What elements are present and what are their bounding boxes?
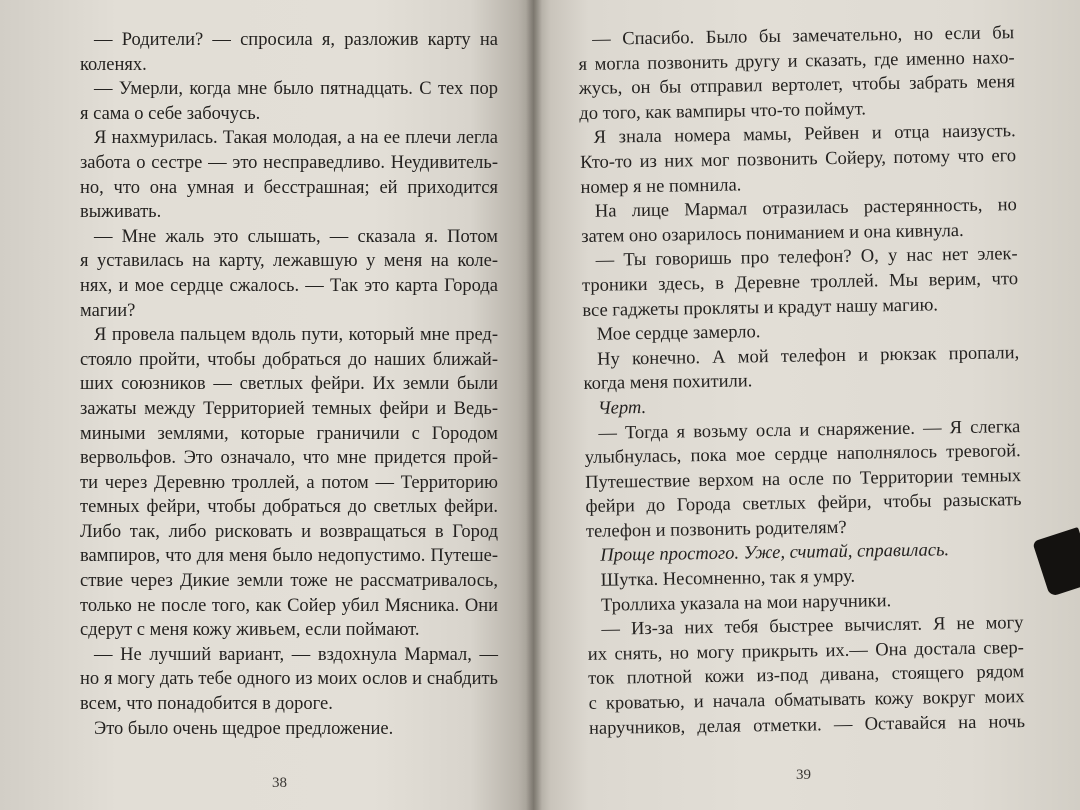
text-line: выживать.	[80, 202, 162, 223]
text-line: — Из-за них тебя быстрее вычислят. Я не могу	[601, 613, 1024, 640]
text-line: вервольфов. Это означало, что мне придется прой-	[80, 448, 498, 469]
text-line: ствие через Дикие земли тоже не рассматривалось,	[80, 571, 498, 592]
bookmark-object	[1032, 527, 1080, 597]
text-line: я могла позвонить другу и сказать, где именно нахо-	[578, 47, 1015, 75]
right-page	[534, 0, 1080, 810]
text-line: забота о сестре — это несправедливо. Неудивитель-	[80, 152, 498, 173]
text-line: до того, как вампиры что-то поймут.	[579, 99, 867, 124]
text-line: но я могу дать тебе одного из моих ослов и снабдить	[80, 669, 498, 690]
text-line: нях, и мое сердце сжалось. — Так это карта Города	[80, 275, 498, 296]
text-line: троники здесь, в Деревне троллей. Мы верим, что	[581, 269, 1019, 296]
text-line: — Ты говоришь про телефон? О, у нас нет элек-	[595, 244, 1018, 272]
text-line: затем оно озарилось пониманием и она кивнула.	[581, 220, 964, 247]
right-page-number: 39	[796, 767, 811, 783]
text-line: но, что она умная и бесстрашная; ей приходится	[80, 177, 498, 198]
text-line: Путешествие верхом на осле по Территории темных	[584, 465, 1022, 493]
text-line: Проще простого. Уже, считай, справилась.	[600, 540, 950, 567]
text-line: номер я не помнила.	[580, 175, 742, 198]
text-line: Троллиха указала на мои наручники.	[600, 590, 892, 616]
text-line: Кто-то из них мог позвонить Сойеру, потому что его	[579, 146, 1017, 173]
text-line: когда меня похитили.	[583, 371, 753, 395]
text-line: — Мне жаль это слышать, — сказала я. Потом	[94, 226, 498, 247]
text-line: сдерут с меня кожу живьем, если поймают.	[80, 620, 420, 641]
left-page	[0, 0, 534, 810]
right-page-text	[578, 21, 1025, 741]
text-line: жусь, он бы отправил вертолет, чтобы забрать меня	[578, 72, 1016, 100]
text-line: наручников, делая отметки. — Оставайся на ночь	[588, 711, 1026, 739]
text-line: только не после того, как Сойер убил Мясника. Они	[80, 595, 498, 616]
text-line: фейри до Города светлых фейри, чтобы разыскать	[585, 490, 1022, 518]
text-line: Я провела пальцем вдоль пути, который мне пред-	[94, 325, 498, 346]
text-line: — Умерли, когда мне было пятнадцать. С тех пор	[94, 79, 498, 100]
text-line: ших союзников — светлых фейри. Их земли были	[80, 374, 498, 395]
text-line: стояло пройти, чтобы добраться до наших ближай-	[80, 349, 498, 370]
text-line: Либо так, либо рисковать и возвращаться в Город	[80, 521, 498, 542]
text-line: На лице Мармал отразилась растерянность, но	[594, 195, 1017, 222]
text-line: я сама о себе забочусь.	[80, 103, 261, 124]
text-line: их снять, но могу прикрыть их.— Она достала свер-	[587, 637, 1024, 665]
left-page-text	[80, 28, 498, 741]
text-line: Я нахмурилась. Такая молодая, а на ее плечи легла	[94, 128, 498, 149]
text-line: — Тогда я возьму осла и снаряжение. — Я слегка	[598, 416, 1021, 444]
text-line: Ну конечно. А мой телефон и рюкзак пропали,	[597, 342, 1020, 370]
text-line: телефон и позвонить родителям?	[585, 517, 847, 542]
text-line: вампиров, что для меня было недопустимо. Путеше-	[80, 546, 498, 567]
book-gutter	[526, 0, 542, 810]
text-line: с кроватью, и начала обматывать кожу вокруг моих	[588, 687, 1025, 714]
text-line: темных фейри, чтобы добраться до светлых фейри.	[80, 497, 498, 518]
text-line: зажаты между Территорией темных фейри и Ведь-	[80, 398, 498, 419]
text-line: Мое сердце замерло.	[596, 322, 761, 345]
text-line: — Родители? — спросила я, разложив карту на	[94, 30, 498, 50]
text-line: миными землями, которые граничили с Городом	[80, 423, 498, 444]
text-line: коленях.	[80, 54, 147, 75]
text-line: все гаджеты прокляты и крадут нашу магию.	[582, 294, 939, 321]
text-line: ти через Деревню троллей, а потом — Территорию	[80, 472, 498, 493]
text-line: я уставилась на карту, лежавшую у меня на коле-	[80, 251, 498, 272]
text-line: — Спасибо. Было бы замечательно, но если бы	[592, 23, 1015, 50]
text-line: Шутка. Несомненно, так я умру.	[600, 566, 856, 591]
left-page-number: 38	[272, 775, 287, 791]
text-line: ток плотной кожи из-под дивана, стоящего рядом	[588, 662, 1025, 690]
text-line: всем, что понадобится в дороге.	[80, 694, 333, 715]
text-line: — Не лучший вариант, — вздохнула Мармал, —	[94, 644, 498, 665]
text-line: Это было очень щедрое предложение.	[94, 718, 394, 739]
text-line: магии?	[80, 300, 136, 321]
text-line: улыбнулась, пока мое сердце наполнялось тревогой.	[584, 441, 1021, 469]
text-line: Черт.	[597, 397, 647, 419]
text-line: Я знала номера мамы, Рейвен и отца наизусть.	[593, 121, 1016, 149]
